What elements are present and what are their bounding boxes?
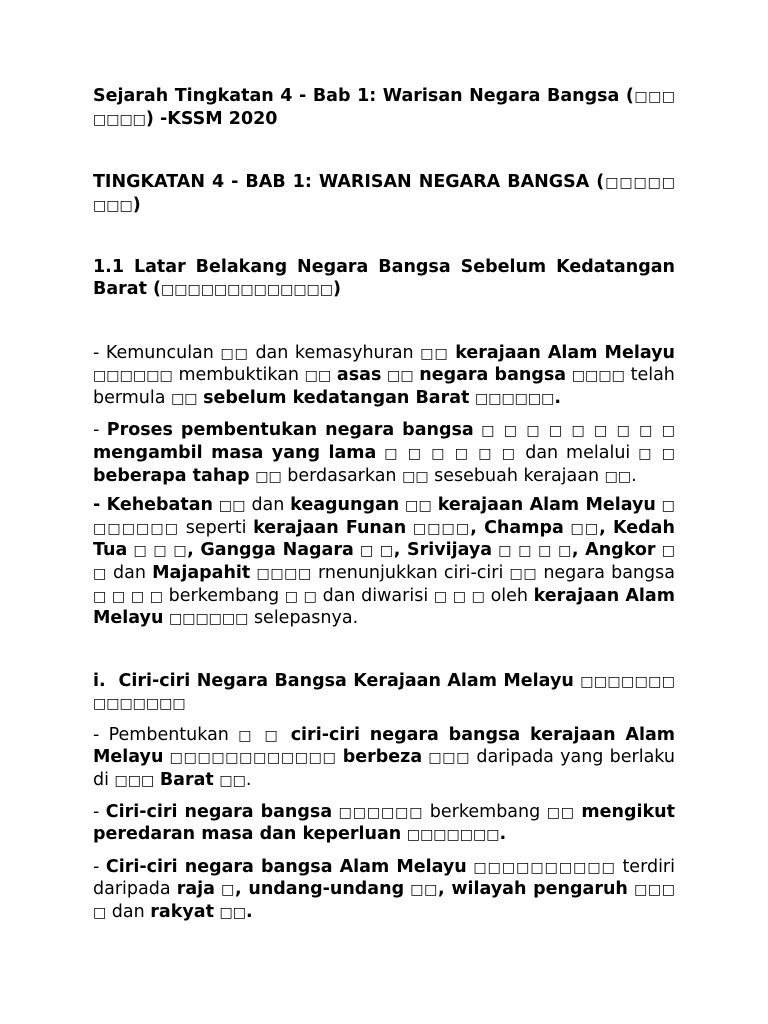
missing-glyph: □□□□□□□□ <box>93 175 675 214</box>
paragraph <box>93 857 675 925</box>
missing-glyph: □ <box>149 588 164 605</box>
missing-glyph: □□ <box>410 882 438 899</box>
paragraph <box>93 725 675 793</box>
missing-glyph: □ <box>284 588 299 605</box>
text-run: kerajaan Alam Melayu <box>93 585 675 629</box>
text-run: raja <box>176 879 215 900</box>
missing-glyph: □ <box>501 445 518 462</box>
missing-glyph: □ <box>594 423 610 440</box>
text-run: - Kemunculan □□ dan kemasyhuran □□ <box>93 342 449 363</box>
missing-glyph: □□ <box>570 520 600 537</box>
text-run <box>163 747 342 767</box>
missing-glyph: □ <box>639 423 655 440</box>
text-run: □□□□□□ selepasnya. <box>169 608 359 629</box>
missing-glyph: □□ <box>171 390 198 407</box>
text-run: - Kehebatan <box>93 495 213 516</box>
missing-glyph: □ <box>538 543 552 560</box>
missing-glyph: □ <box>130 588 145 605</box>
text-run: , wilayah pengaruh <box>437 879 628 900</box>
missing-glyph: □ <box>93 588 107 605</box>
missing-glyph: □□□ <box>114 773 155 790</box>
missing-glyph: □□□□ <box>256 565 312 582</box>
missing-glyph: □ <box>303 588 317 605</box>
text-run: kerajaan Alam Melayu <box>455 342 675 363</box>
paragraph <box>93 343 675 411</box>
missing-glyph: □ <box>173 543 188 560</box>
missing-glyph: □ <box>93 565 107 582</box>
paragraph <box>93 420 675 488</box>
missing-glyph: □□□□□□□ <box>93 498 675 537</box>
text-run: . <box>499 824 507 845</box>
text-run: , Champa <box>470 517 564 538</box>
missing-glyph: □ <box>238 727 256 744</box>
missing-glyph: □ <box>478 445 494 462</box>
text-run <box>564 518 599 538</box>
missing-glyph: □ <box>153 543 168 560</box>
missing-glyph: □ <box>558 543 572 560</box>
missing-glyph: □□ <box>219 905 247 922</box>
missing-glyph: □□ <box>604 468 632 485</box>
text-run: keagungan <box>290 495 400 516</box>
missing-glyph: □□ <box>546 804 575 821</box>
text-run: kerajaan Alam Melayu <box>437 495 656 516</box>
missing-glyph: □ <box>384 445 400 462</box>
missing-glyph: □ <box>264 727 282 744</box>
text-run: , Kedah Tua <box>93 517 675 561</box>
missing-glyph: □ <box>407 445 424 462</box>
text-run: Proses pembentukan negara bangsa <box>106 420 474 441</box>
text-run: □□□□□□□□□□ terdiri daripada <box>93 856 675 900</box>
text-run <box>404 879 438 899</box>
missing-glyph: □ <box>431 445 447 462</box>
text-run: , Gangga Nagara <box>187 540 354 561</box>
text-run: □ □ dan <box>93 543 675 583</box>
missing-glyph: □□ <box>255 468 282 485</box>
missing-glyph: □□□□ <box>412 520 471 537</box>
text-run: Barat <box>159 770 214 791</box>
text-run: Ciri-ciri negara bangsa Alam Melayu <box>105 856 467 877</box>
missing-glyph: □ <box>503 423 519 440</box>
text-run: asas <box>336 365 382 386</box>
missing-glyph: □ <box>616 423 632 440</box>
missing-glyph: □□□□□□□ <box>93 89 675 128</box>
text-run: □□□ daripada yang berlaku di □□□ <box>93 747 675 791</box>
text-run: Ciri-ciri negara bangsa <box>105 801 333 822</box>
text-run: , undang-undang <box>235 879 405 900</box>
text-run: - <box>93 801 106 822</box>
missing-glyph: □□ <box>402 468 429 485</box>
text-run: negara bangsa <box>419 365 567 386</box>
text-run: mengambil masa yang lama <box>93 442 377 463</box>
text-run: kerajaan Funan <box>253 517 407 538</box>
text-run <box>214 902 246 922</box>
text-run: Majapahit <box>152 562 251 583</box>
text-run: □□□□ rnenunjukkan ciri-ciri □□ negara bangsa □ □ □ □ berkembang □ □ dan diwarisi □ □ □ oleh <box>93 562 675 606</box>
text-run <box>215 879 235 899</box>
text-run: , Angkor <box>571 540 656 561</box>
text-run: □□□□ telah bermula □□ <box>93 365 675 408</box>
missing-glyph: □ <box>221 882 236 899</box>
missing-glyph: □ <box>526 423 542 440</box>
missing-glyph: □ <box>433 588 448 605</box>
missing-glyph: □ <box>471 588 485 605</box>
text-run <box>469 388 554 408</box>
text-run <box>406 518 470 538</box>
missing-glyph: □ <box>359 543 374 560</box>
missing-glyph: □□ <box>220 345 249 362</box>
text-run <box>354 540 394 560</box>
missing-glyph: □□ <box>420 345 449 362</box>
text-run <box>399 495 437 515</box>
missing-glyph: □ <box>548 423 564 440</box>
text-run: , Srivijaya <box>393 540 493 561</box>
text-run <box>474 420 675 440</box>
missing-glyph: □□ <box>219 773 246 790</box>
text-run <box>492 540 572 560</box>
text-run: □□□□ dan <box>93 882 675 923</box>
text-run: □ □ □ □ □ □ dan melalui □ □ <box>384 442 675 463</box>
paragraph <box>93 802 675 847</box>
missing-glyph: □ <box>661 445 675 462</box>
missing-glyph: □ <box>111 588 126 605</box>
subsection-heading: i. Ciri-ciri Negara Bangsa Kerajaan Alam Melayu □□□□□□□□□□□□□□ <box>93 670 675 713</box>
text-run: □□. <box>219 770 252 791</box>
text-run: beberapa tahap <box>93 465 250 486</box>
missing-glyph: □□ <box>405 498 432 515</box>
text-run <box>401 824 499 844</box>
missing-glyph: □□□□ <box>93 882 675 922</box>
missing-glyph: □□□□□□ <box>93 368 173 385</box>
missing-glyph: □□□□ <box>571 368 625 385</box>
missing-glyph: □ <box>133 543 148 560</box>
missing-glyph: □□□□□□□□□□□□□□ <box>93 673 675 713</box>
missing-glyph: □□ <box>304 368 332 385</box>
text-run: mengikut peredaran masa dan keperluan <box>93 801 675 845</box>
missing-glyph: □□□□□□□□□□□□ <box>169 750 337 767</box>
text-run: □□□□□□ berkembang □□ <box>338 801 575 822</box>
text-run: - <box>93 856 106 877</box>
missing-glyph: □□□□□□□ <box>406 827 500 844</box>
missing-glyph: □ <box>379 543 394 560</box>
missing-glyph: □□□□□□□□□□ <box>473 859 616 876</box>
text-run: . <box>554 387 562 408</box>
missing-glyph: □□□□□□ <box>338 804 424 821</box>
text-run: □□ berdasarkan □□ sesebuah kerajaan □□. <box>255 465 637 486</box>
text-run: □□ dan <box>218 495 291 516</box>
missing-glyph: □□□ <box>428 750 471 767</box>
chapter-heading: TINGKATAN 4 - BAB 1: WARISAN NEGARA BANGSA (□□□□□□□□) <box>93 172 675 215</box>
missing-glyph: □ <box>452 588 467 605</box>
missing-glyph: □ <box>638 445 654 462</box>
missing-glyph: □□ <box>218 498 246 515</box>
text-run: ciri-ciri negara bangsa kerajaan Alam Melayu <box>93 724 675 768</box>
text-run <box>381 365 419 385</box>
paragraph <box>93 495 675 631</box>
missing-glyph: □ <box>661 543 675 560</box>
text-run <box>127 540 187 560</box>
missing-glyph: □ <box>498 543 513 560</box>
text-run: - <box>93 420 107 441</box>
missing-glyph: □ <box>518 543 532 560</box>
text-run: - Pembentukan □ □ <box>93 724 282 745</box>
missing-glyph: □□□□□□ <box>475 390 555 407</box>
missing-glyph: □ <box>454 445 471 462</box>
text-run: rakyat <box>150 902 214 923</box>
missing-glyph: □ <box>571 423 587 440</box>
missing-glyph: □ <box>481 423 497 440</box>
missing-glyph: □□ <box>387 368 414 385</box>
missing-glyph: □□□□□□□□□□□□□ <box>161 281 334 298</box>
section-heading: 1.1 Latar Belakang Negara Bangsa Sebelum Kedatangan Barat (□□□□□□□□□□□□□) <box>93 257 675 299</box>
missing-glyph: □□□□□□ <box>169 611 249 628</box>
text-run: berbeza <box>342 747 423 768</box>
text-run: □□□□□□□ seperti <box>93 498 675 538</box>
text-run: sebelum kedatangan Barat <box>203 387 470 408</box>
missing-glyph: □ <box>661 423 675 440</box>
text-run: □□□□□□ membuktikan □□ <box>93 365 332 386</box>
text-run: . <box>246 902 253 923</box>
missing-glyph: □□ <box>509 565 538 582</box>
document-title: Sejarah Tingkatan 4 - Bab 1: Warisan Negara Bangsa (□□□□□□□) -KSSM 2020 <box>93 86 675 129</box>
